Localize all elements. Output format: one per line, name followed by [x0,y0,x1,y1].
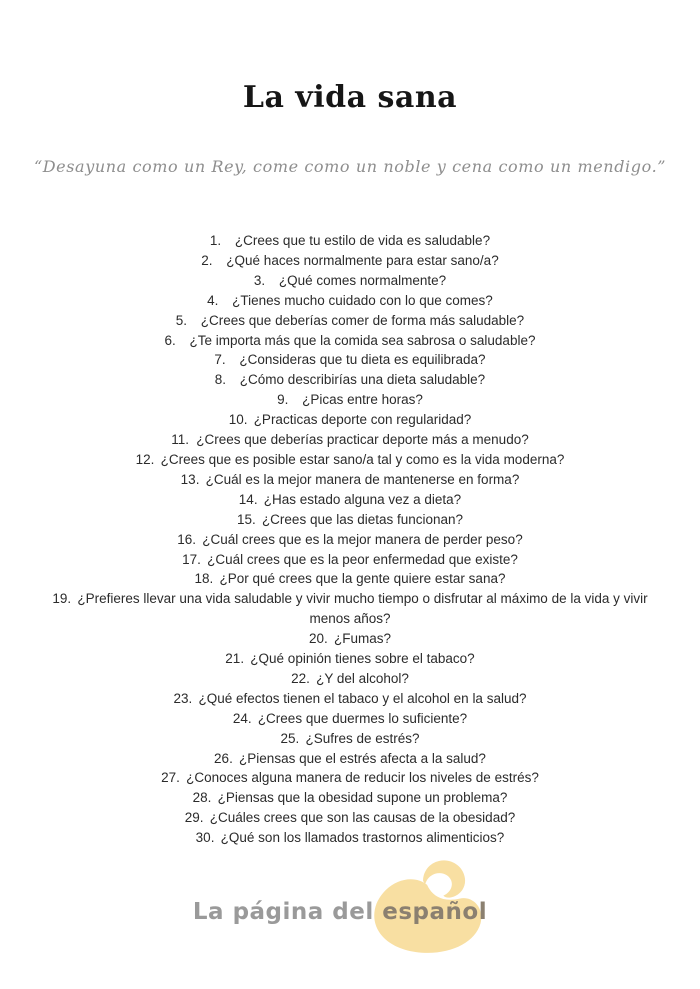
question-text: ¿Practicas deporte con regularidad? [253,412,472,428]
question-item [50,470,650,490]
question-text: ¿Qué opinión tienes sobre el tabaco? [250,651,475,667]
question-text: ¿Has estado alguna vez a dieta? [263,491,462,507]
question-text: ¿Prefieres llevar una vida saludable y vivir mucho tiempo o disfrutar al máximo de la vida y vivir menos años? [77,591,648,627]
page-title: La vida sana [242,80,458,115]
question-number: 10. [228,412,248,428]
question-item [50,589,650,629]
question-text: ¿Crees que deberías practicar deporte más a menudo? [196,432,529,448]
question-text: ¿Crees que deberías comer de forma más saludable? [200,312,525,328]
question-number: 21. [225,651,245,667]
question-number: 24. [232,710,252,726]
question-number: 22. [291,670,310,686]
question-item [50,729,650,749]
question-text: ¿Te importa más que la comida sea sabrosa o saludable? [189,332,536,348]
question-number: 19. [52,591,72,607]
question-item [50,350,650,370]
question-number: 26. [214,750,233,766]
question-item [50,410,650,430]
question-text: ¿Y del alcohol? [316,670,409,686]
question-item [50,291,650,311]
question-number: 7. [214,352,226,368]
question-number: 18. [194,571,214,587]
question-number: 29. [184,810,204,826]
question-item [50,450,650,470]
question-item [50,768,650,788]
question-text: ¿Crees que es posible estar sano/a tal y como es la vida moderna? [160,451,565,467]
question-text: ¿Cuál crees que es la peor enfermedad que existe? [207,551,518,567]
question-text: ¿Sufres de estrés? [305,730,420,746]
logo-wordmark [0,899,690,925]
question-text: ¿Qué haces normalmente para estar sano/a? [226,252,499,268]
question-item [50,510,650,530]
question-item [50,231,650,251]
question-text: ¿Picas entre horas? [302,392,423,408]
question-item [50,689,650,709]
question-item [50,311,650,331]
question-text: ¿Por qué crees que la gente quiere estar sana? [219,571,506,587]
logo-text-espanol: español [382,899,488,925]
question-number: 8. [214,372,227,388]
question-text: ¿Tienes mucho cuidado con lo que comes? [232,292,493,308]
question-number: 17. [182,551,201,567]
question-number: 28. [192,790,212,806]
question-text: ¿Cuál crees que es la mejor manera de perder peso? [202,531,523,547]
question-number: 11. [171,432,190,448]
question-number: 20. [308,631,328,647]
question-number: 27. [161,770,180,786]
question-item [50,430,650,450]
question-item [50,390,650,410]
question-number: 5. [175,312,188,328]
question-number: 30. [195,830,215,846]
question-text: ¿Qué efectos tienen el tabaco y el alcohol en la salud? [198,690,527,706]
logo-text-left: La página del [192,899,383,925]
question-item [50,271,650,291]
question-number: 6. [164,332,176,348]
question-number: 9. [277,392,289,408]
question-number: 14. [238,491,258,507]
question-item [50,530,650,550]
question-text: ¿Crees que las dietas funcionan? [261,511,464,527]
question-number: 12. [135,451,155,467]
question-item [50,370,650,390]
question-number: 2. [201,252,213,268]
question-number: 16. [177,531,197,547]
question-text: ¿Crees que duermes lo suficiente? [257,710,468,726]
question-item [50,749,650,769]
question-item [50,808,650,828]
question-number: 13. [180,471,200,487]
question-item [50,251,650,271]
question-text: ¿Qué son los llamados trastornos alimenticios? [220,830,505,846]
question-text: ¿Cuáles crees que son las causas de la obesidad? [209,810,516,826]
question-number: 15. [236,511,256,527]
question-text: ¿Fumas? [333,631,391,647]
question-item [50,331,650,351]
question-text: ¿Cómo describirías una dieta saludable? [239,372,486,388]
question-item [50,629,650,649]
question-number: 3. [253,272,266,288]
question-number: 23. [173,690,193,706]
question-item [50,569,650,589]
question-text: ¿Consideras que tu dieta es equilibrada? [239,352,486,368]
question-text: ¿Conoces alguna manera de reducir los niveles de estrés? [186,770,539,786]
question-item [50,709,650,729]
question-text: ¿Piensas que el estrés afecta a la salud? [239,750,486,766]
question-number: 4. [207,292,219,308]
question-item [50,550,650,570]
question-number: 25. [280,730,300,746]
question-item [50,669,650,689]
question-text: ¿Qué comes normalmente? [278,272,447,288]
question-text: ¿Piensas que la obesidad supone un problema? [217,790,508,806]
question-item [50,828,650,848]
question-item [50,490,650,510]
question-text: ¿Cuál es la mejor manera de mantenerse en forma? [205,471,520,487]
question-text: ¿Crees que tu estilo de vida es saludable? [234,233,491,248]
quote-text: “Desayuna como un Rey, come como un noble y cena como un mendigo.” [33,157,667,176]
question-item [50,788,650,808]
question-number: 1. [209,233,222,248]
questions-list [50,231,650,848]
question-item [50,649,650,669]
